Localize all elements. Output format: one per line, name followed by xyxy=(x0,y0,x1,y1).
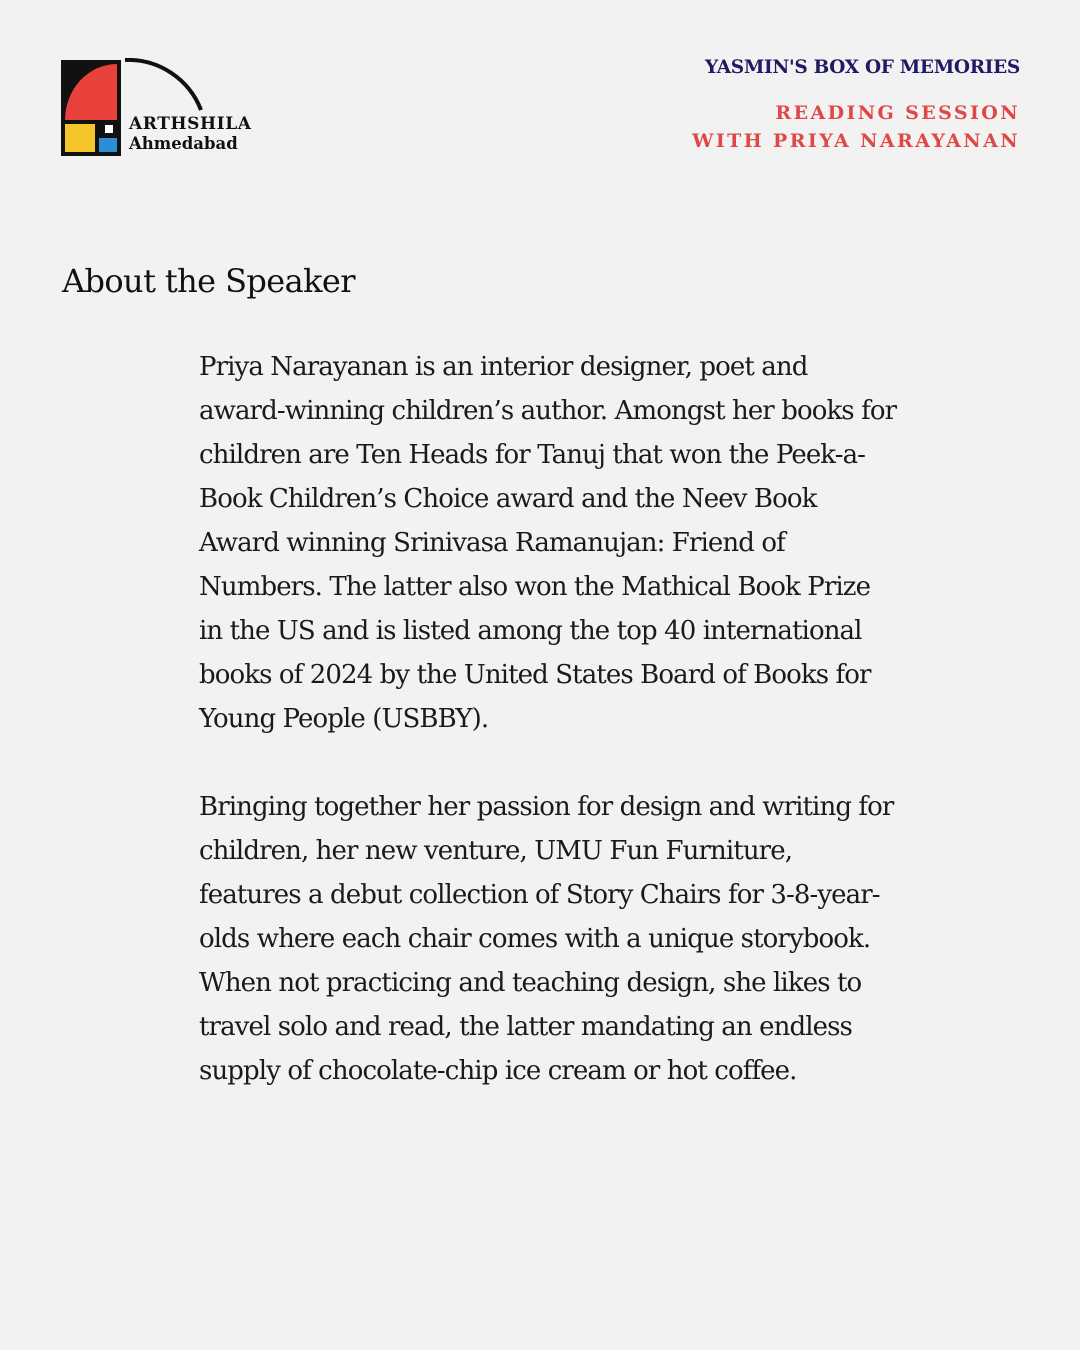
arthshila-logo xyxy=(61,58,261,158)
session-line-2: WITH PRIYA NARAYANAN xyxy=(692,130,1020,152)
bio-paragraph-2: Bringing together her passion for design and writing for children, her new venture, UMU Fun Furniture, features a debut collection of Story Chairs for 3-8-year-olds where each chair comes with a unique storybook. When not practicing and teaching design, she likes to travel solo and read, the latter mandating an endless supply of chocolate-chip ice cream or hot coffee. xyxy=(199,792,894,1086)
logo-wordmark xyxy=(129,114,252,154)
event-header xyxy=(692,56,1020,155)
event-title: YASMIN'S BOX OF MEMORIES xyxy=(705,57,1020,78)
session-line-1: READING SESSION xyxy=(775,102,1020,124)
speaker-bio xyxy=(199,345,899,1137)
bio-paragraph-1: Priya Narayanan is an interior designer, poet and award-winning children’s author. Amongst her books for children are Ten Heads for Tanuj that won the Peek-a-Book Children’s Choice award and the Neev Book Award winning Srinivasa Ramanujan: Friend of Numbers. The latter also won the Mathical Book Prize in the US and is listed among the top 40 international books of 2024 by the United States Board of Books for Young People (USBBY). xyxy=(199,352,897,734)
section-heading: About the Speaker xyxy=(62,262,355,300)
brand-name: ARTHSHILA xyxy=(129,114,252,134)
brand-city: Ahmedabad xyxy=(129,134,238,153)
